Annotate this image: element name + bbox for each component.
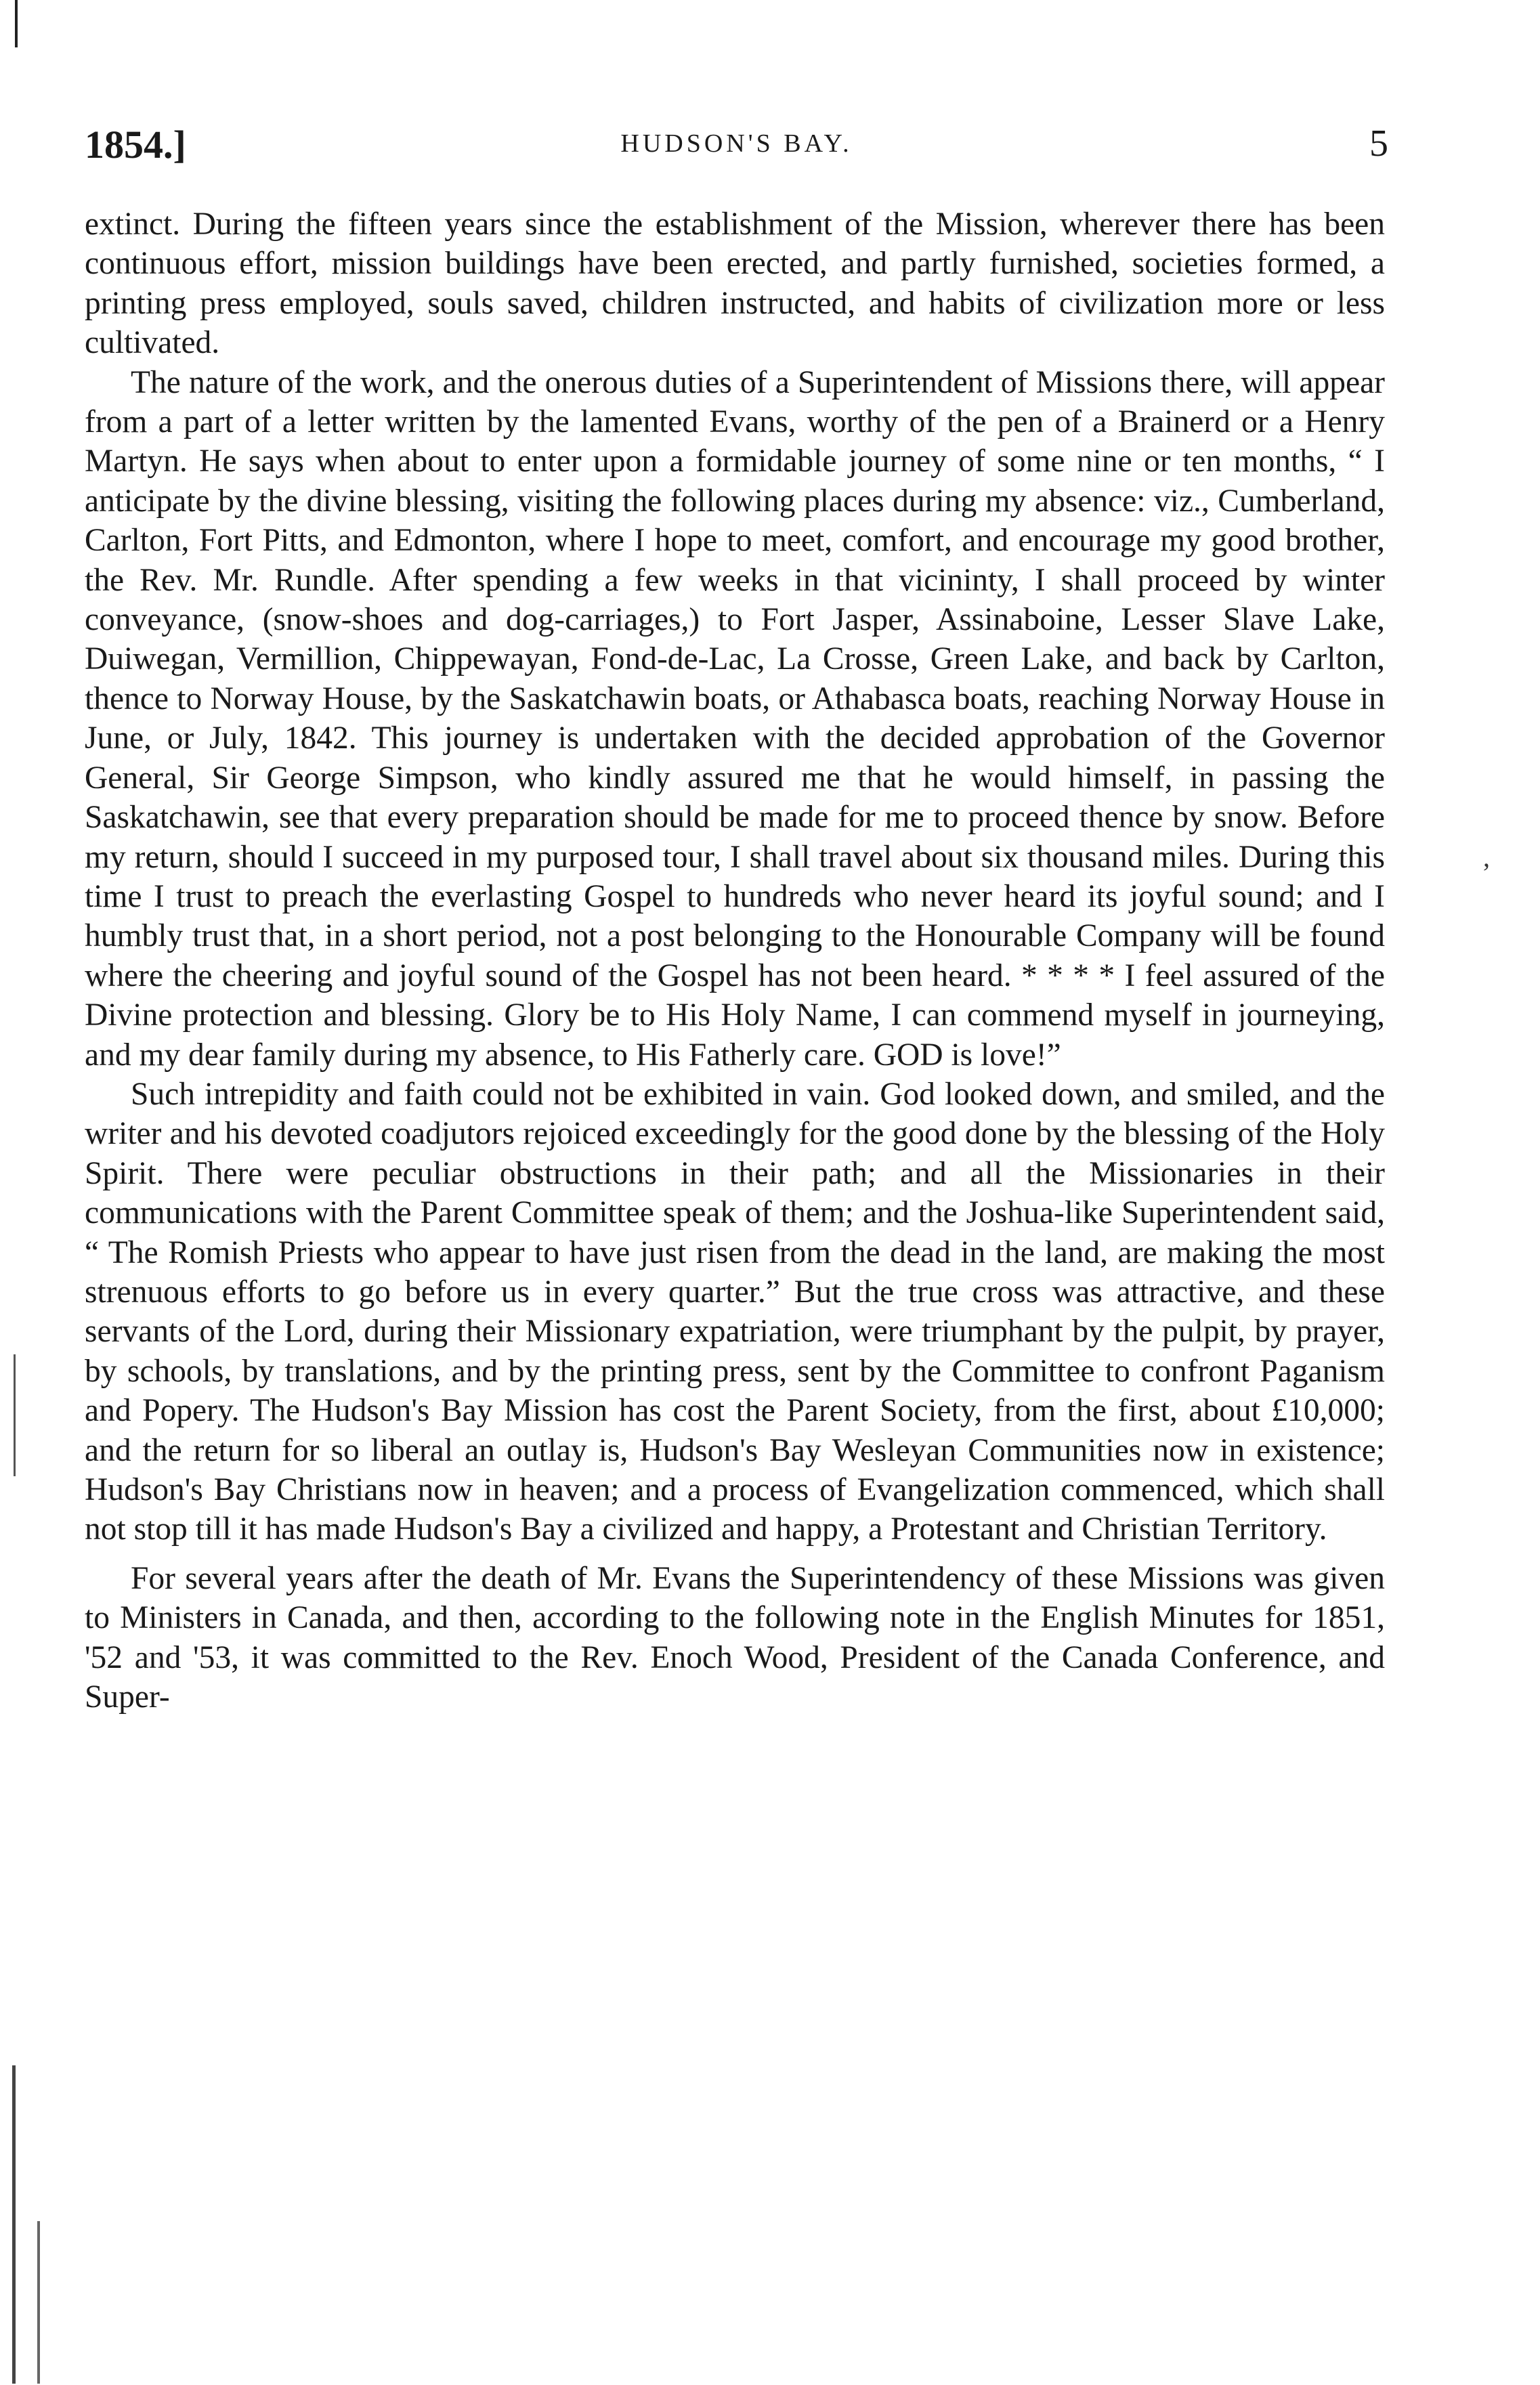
binding-mark: [12, 2065, 16, 2384]
paragraph: The nature of the work, and the onerous duties of a Superintendent of Missions there, will appear from a part of a letter written by the lamented Evans, worthy of the pen of a Brainerd or a Henry Martyn. He says when about to enter upon a formidable journey of some nine or ten months, “ I anticipate by the divine blessing, visiting the following places during my absence: viz., Cumberland, Carlton, Fort Pitts, and Edmonton, where I hope to meet, comfort, and encourage my good brother, the Rev. Mr. Rundle. After spending a few weeks in that vicininty, I shall proceed by winter conveyance, (snow-shoes and dog-carriages,) to Fort Jasper, Assinaboine, Lesser Slave Lake, Duiwegan, Vermillion, Chippewayan, Fond-de-Lac, La Crosse, Green Lake, and back by Carlton, thence to Norway House, by the Saskatchawin boats, or Athabasca boats, reaching Norway House in June, or July, 1842. This journey is undertaken with the decided approbation of the Governor General, Sir George Simpson, who kindly assured me that he would himself, in passing the Saskatchawin, see that every preparation should be made for me to proceed thence by snow. Before my return, should I succeed in my purposed tour, I shall travel about six thousand miles. During this time I trust to preach the everlasting Gospel to hundreds who never heard its joyful sound; and I humbly trust that, in a short period, not a post belonging to the Honourable Company will be found where the cheering and joyful sound of the Gospel has not been heard. * * * * I feel assured of the Divine protection and blessing. Glory be to His Holy Name, I can commend myself in journeying, and my dear family during my absence, to His Fatherly care. GOD is love!”: [85, 364, 1385, 1073]
binding-edge: [0, 0, 64, 2385]
running-title: HUDSON'S BAY.: [620, 129, 853, 158]
binding-mark: [14, 1354, 16, 1476]
paragraph: Such intrepidity and faith could not be exhibited in vain. God looked down, and smiled, and the writer and his devoted coadjutors rejoiced exceedingly for the good done by the blessing of the Holy Spirit. There were peculiar obstructions in their path; and all the Missionaries in their communications with the Parent Committee speak of them; and the Joshua-like Superintendent said, “ The Romish Priests who appear to have just risen from the dead in the land, are making the most strenuous efforts to go before us in every quarter.” But the true cross was attractive, and these servants of the Lord, during their Missionary expatriation, were triumphant by the pulpit, by prayer, by schools, by translations, and by the printing press, sent by the Committee to confront Paganism and Popery. The Hudson's Bay Mission has cost the Parent Society, from the first, about £10,000; and the return for so liberal an outlay is, Hudson's Bay Wesleyan Communities now in existence; Hudson's Bay Christians now in heaven; and a process of Evangelization commenced, which shall not stop till it has made Hudson's Bay a civilized and happy, a Protestant and Christian Territory.: [85, 1076, 1385, 1547]
paragraph: For several years after the death of Mr. Evans the Superintendency of these Missions was given to Ministers in Canada, and then, according to the following note in the English Minutes for 1851, '52 and '53, it was committed to the Rev. Enoch Wood, President of the Canada Conference, and Super-: [85, 1560, 1385, 1715]
paragraph: extinct. During the fifteen years since the establishment of the Mission, wherever there has been continuous effort, mission buildings have been erected, and partly furnished, societies formed, a printing press employed, souls saved, children instructed, and habits of civilization more or less cultivated.: [85, 207, 1385, 361]
running-header: [85, 122, 1388, 173]
body-text: [85, 205, 1385, 1717]
binding-mark: [37, 2221, 40, 2384]
page-number: 5: [1369, 123, 1388, 165]
margin-mark: ’: [1482, 857, 1491, 888]
binding-mark: [15, 0, 18, 47]
header-year: 1854.]: [85, 123, 186, 167]
